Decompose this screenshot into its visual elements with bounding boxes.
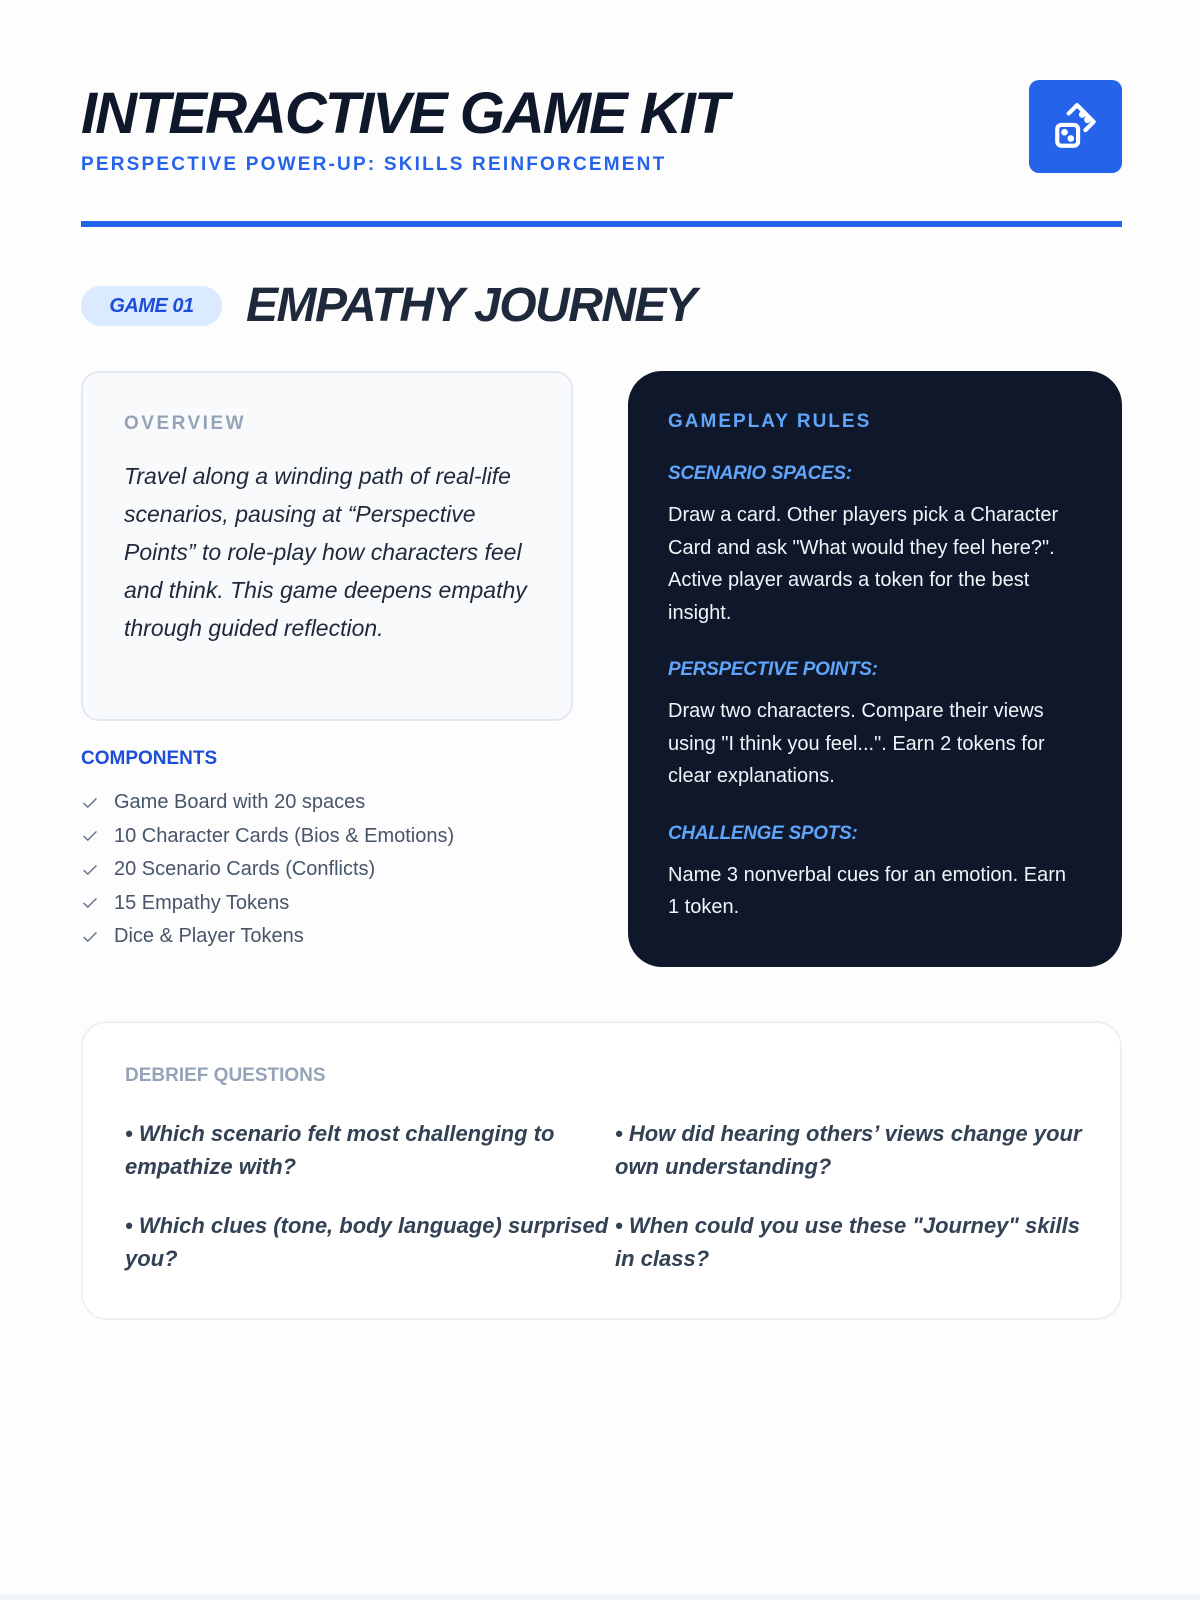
dice-icon (1051, 102, 1101, 152)
debrief-question: • Which clues (tone, body language) surprised you? (125, 1213, 609, 1271)
debrief-question: • Which scenario felt most challenging to empathize with? (125, 1121, 555, 1179)
header-divider (81, 221, 1122, 227)
rule-text: Name 3 nonverbal cues for an emotion. Earn 1 token. (668, 863, 1066, 918)
rule-block-challenge (668, 823, 1082, 924)
header (81, 80, 1122, 226)
game-title: EMPATHY JOURNEY (246, 279, 696, 332)
debrief-question: • When could you use these "Journey" skills in class? (615, 1213, 1081, 1271)
kit-subtitle: PERSPECTIVE POWER-UP: SKILLS REINFORCEMENT (81, 154, 667, 175)
check-icon (81, 861, 99, 879)
check-icon (81, 827, 99, 845)
component-item (81, 853, 573, 887)
component-label: Dice & Player Tokens (114, 925, 304, 948)
gameplay-rules-card (628, 371, 1122, 967)
components-title: COMPONENTS (81, 748, 218, 769)
debrief-questions (125, 1117, 1082, 1275)
component-label: Game Board with 20 spaces (114, 791, 366, 814)
rules-title: GAMEPLAY RULES (668, 411, 872, 432)
component-label: 10 Character Cards (Bios & Emotions) (114, 824, 455, 847)
check-icon (81, 894, 99, 912)
component-label: 15 Empathy Tokens (114, 891, 290, 914)
rule-block-perspective (668, 659, 1082, 793)
debrief-title: DEBRIEF QUESTIONS (125, 1065, 326, 1086)
page-bottom-edge (0, 1594, 1200, 1600)
debrief-question: • How did hearing others’ views change your own understanding? (615, 1121, 1082, 1179)
overview-label: OVERVIEW (124, 413, 247, 434)
rule-heading: PERSPECTIVE POINTS: (668, 659, 878, 680)
component-label: 20 Scenario Cards (Conflicts) (114, 858, 376, 881)
check-icon (81, 928, 99, 946)
rule-heading: CHALLENGE SPOTS: (668, 822, 858, 844)
components-list (81, 786, 573, 954)
components-section (81, 748, 573, 954)
component-item (81, 820, 573, 854)
overview-card (81, 371, 573, 721)
debrief-card (81, 1021, 1122, 1320)
component-item (81, 920, 573, 954)
game-number-badge: GAME 01 (81, 286, 222, 326)
dice-badge (1029, 80, 1122, 173)
component-item (81, 887, 573, 921)
overview-text: Travel along a winding path of real-life scenarios, pausing at “Perspective Points” to role-play how characters feel and think. This game deepens empathy through guided reflection. (124, 463, 527, 641)
rule-text: Draw two characters. Compare their views using "I think you feel...". Earn 2 tokens for clear explanations. (668, 700, 1045, 787)
rule-text: Draw a card. Other players pick a Character Card and ask "What would they feel here?". Active player awards a token for the best insight. (668, 504, 1059, 624)
rule-heading: SCENARIO SPACES: (668, 463, 852, 484)
component-item (81, 786, 573, 820)
rule-block-scenario (668, 463, 1082, 629)
game-heading (81, 276, 1122, 336)
check-icon (81, 794, 99, 812)
kit-title: INTERACTIVE GAME KIT (81, 81, 728, 146)
